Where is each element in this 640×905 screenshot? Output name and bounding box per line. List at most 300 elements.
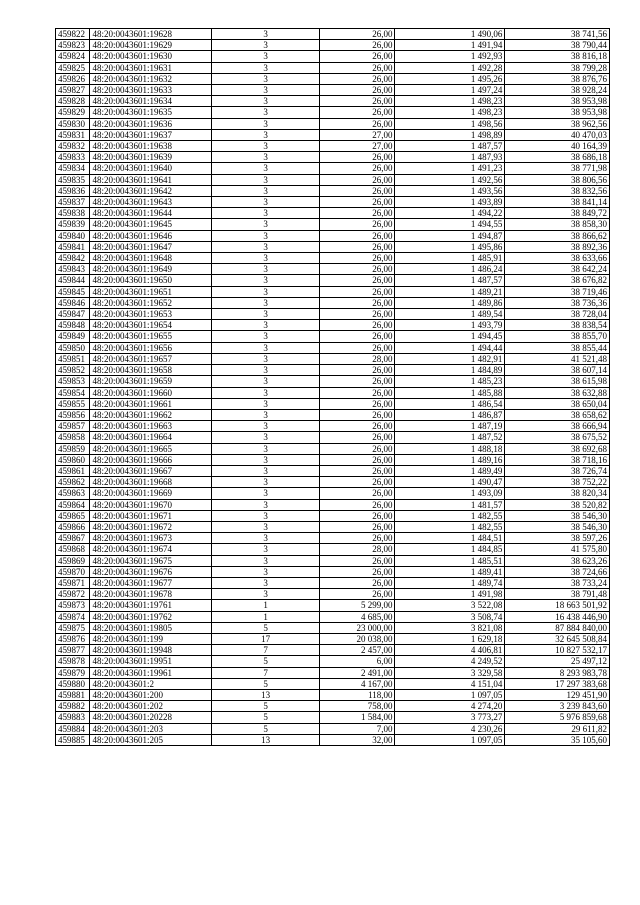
area-cell: 26,00	[320, 253, 395, 264]
cadastral-value-cell: 38 520,82	[505, 499, 610, 510]
cadastral-number-cell: 48:20:0043601:19961	[90, 667, 212, 678]
cadastral-number-cell: 48:20:0043601:19657	[90, 353, 212, 364]
cadastral-number-cell: 48:20:0043601:19639	[90, 152, 212, 163]
unit-value-cell: 1 486,87	[395, 409, 505, 420]
unit-value-cell: 4 249,52	[395, 656, 505, 667]
row-number-cell: 459853	[56, 376, 90, 387]
unit-value-cell: 1 487,93	[395, 152, 505, 163]
group-cell: 3	[212, 129, 320, 140]
cadastral-value-table	[55, 28, 610, 746]
row-number-cell: 459885	[56, 734, 90, 745]
group-cell: 3	[212, 533, 320, 544]
row-number-cell: 459846	[56, 297, 90, 308]
row-number-cell: 459867	[56, 533, 90, 544]
cadastral-value-cell: 40 470,03	[505, 129, 610, 140]
row-number-cell: 459881	[56, 689, 90, 700]
cadastral-number-cell: 48:20:0043601:19629	[90, 40, 212, 51]
row-number-cell: 459831	[56, 129, 90, 140]
group-cell: 5	[212, 701, 320, 712]
group-cell: 3	[212, 409, 320, 420]
row-number-cell: 459844	[56, 275, 90, 286]
table-row	[56, 320, 610, 331]
cadastral-value-cell: 29 611,82	[505, 723, 610, 734]
cadastral-number-cell: 48:20:0043601:19762	[90, 611, 212, 622]
cadastral-value-cell: 87 884 840,00	[505, 622, 610, 633]
table-row	[56, 275, 610, 286]
table-row	[56, 678, 610, 689]
cadastral-number-cell: 48:20:0043601:19656	[90, 342, 212, 353]
table-row	[56, 689, 610, 700]
cadastral-value-cell: 38 607,14	[505, 365, 610, 376]
area-cell: 26,00	[320, 152, 395, 163]
row-number-cell: 459843	[56, 264, 90, 275]
area-cell: 26,00	[320, 62, 395, 73]
table-row	[56, 185, 610, 196]
area-cell: 32,00	[320, 734, 395, 745]
row-number-cell: 459882	[56, 701, 90, 712]
group-cell: 13	[212, 734, 320, 745]
row-number-cell: 459856	[56, 409, 90, 420]
group-cell: 3	[212, 29, 320, 40]
table-row	[56, 432, 610, 443]
group-cell: 3	[212, 465, 320, 476]
cadastral-number-cell: 48:20:0043601:19637	[90, 129, 212, 140]
cadastral-number-cell: 48:20:0043601:19668	[90, 477, 212, 488]
table-body	[56, 29, 610, 746]
unit-value-cell: 3 329,58	[395, 667, 505, 678]
group-cell: 3	[212, 376, 320, 387]
group-cell: 3	[212, 589, 320, 600]
row-number-cell: 459876	[56, 633, 90, 644]
group-cell: 3	[212, 499, 320, 510]
table-row	[56, 577, 610, 588]
unit-value-cell: 1 489,54	[395, 309, 505, 320]
area-cell: 26,00	[320, 566, 395, 577]
table-row	[56, 353, 610, 364]
table-row	[56, 40, 610, 51]
cadastral-value-cell: 38 962,56	[505, 118, 610, 129]
row-number-cell: 459828	[56, 96, 90, 107]
cadastral-value-cell: 38 692,68	[505, 443, 610, 454]
cadastral-number-cell: 48:20:0043601:19672	[90, 521, 212, 532]
cadastral-number-cell: 48:20:0043601:19678	[90, 589, 212, 600]
unit-value-cell: 1 491,98	[395, 589, 505, 600]
unit-value-cell: 1 487,57	[395, 275, 505, 286]
table-row	[56, 633, 610, 644]
row-number-cell: 459849	[56, 331, 90, 342]
unit-value-cell: 1 491,23	[395, 163, 505, 174]
unit-value-cell: 4 406,81	[395, 645, 505, 656]
cadastral-number-cell: 48:20:0043601:205	[90, 734, 212, 745]
row-number-cell: 459847	[56, 309, 90, 320]
unit-value-cell: 1 491,94	[395, 40, 505, 51]
area-cell: 4 167,00	[320, 678, 395, 689]
row-number-cell: 459859	[56, 443, 90, 454]
table-row	[56, 118, 610, 129]
cadastral-value-cell: 38 650,04	[505, 398, 610, 409]
area-cell: 26,00	[320, 286, 395, 297]
area-cell: 26,00	[320, 297, 395, 308]
cadastral-number-cell: 48:20:0043601:19663	[90, 421, 212, 432]
unit-value-cell: 1 485,88	[395, 387, 505, 398]
table-row	[56, 297, 610, 308]
group-cell: 3	[212, 230, 320, 241]
area-cell: 758,00	[320, 701, 395, 712]
cadastral-number-cell: 48:20:0043601:19650	[90, 275, 212, 286]
cadastral-number-cell: 48:20:0043601:19645	[90, 219, 212, 230]
unit-value-cell: 1 484,51	[395, 533, 505, 544]
group-cell: 3	[212, 174, 320, 185]
cadastral-number-cell: 48:20:0043601:19630	[90, 51, 212, 62]
area-cell: 26,00	[320, 589, 395, 600]
row-number-cell: 459840	[56, 230, 90, 241]
unit-value-cell: 1 487,57	[395, 141, 505, 152]
group-cell: 3	[212, 163, 320, 174]
table-row	[56, 656, 610, 667]
area-cell: 7,00	[320, 723, 395, 734]
unit-value-cell: 1 493,79	[395, 320, 505, 331]
row-number-cell: 459875	[56, 622, 90, 633]
table-row	[56, 600, 610, 611]
unit-value-cell: 1 484,85	[395, 544, 505, 555]
group-cell: 3	[212, 118, 320, 129]
group-cell: 3	[212, 566, 320, 577]
cadastral-number-cell: 48:20:0043601:19651	[90, 286, 212, 297]
cadastral-number-cell: 48:20:0043601:19948	[90, 645, 212, 656]
group-cell: 1	[212, 611, 320, 622]
table-row	[56, 465, 610, 476]
row-number-cell: 459872	[56, 589, 90, 600]
group-cell: 7	[212, 667, 320, 678]
cadastral-value-cell: 38 799,28	[505, 62, 610, 73]
cadastral-number-cell: 48:20:0043601:19666	[90, 454, 212, 465]
cadastral-value-cell: 38 719,46	[505, 286, 610, 297]
row-number-cell: 459884	[56, 723, 90, 734]
area-cell: 26,00	[320, 197, 395, 208]
cadastral-number-cell: 48:20:0043601:19643	[90, 197, 212, 208]
cadastral-value-cell: 38 841,14	[505, 197, 610, 208]
cadastral-number-cell: 48:20:0043601:19652	[90, 297, 212, 308]
cadastral-value-cell: 38 928,24	[505, 85, 610, 96]
unit-value-cell: 1 493,09	[395, 488, 505, 499]
unit-value-cell: 1 490,47	[395, 477, 505, 488]
area-cell: 26,00	[320, 342, 395, 353]
cadastral-value-cell: 38 838,54	[505, 320, 610, 331]
area-cell: 27,00	[320, 129, 395, 140]
table-row	[56, 622, 610, 633]
table-row	[56, 219, 610, 230]
group-cell: 3	[212, 241, 320, 252]
unit-value-cell: 1 498,56	[395, 118, 505, 129]
row-number-cell: 459829	[56, 107, 90, 118]
cadastral-value-cell: 38 726,74	[505, 465, 610, 476]
cadastral-number-cell: 48:20:0043601:19671	[90, 510, 212, 521]
row-number-cell: 459864	[56, 499, 90, 510]
group-cell: 3	[212, 577, 320, 588]
cadastral-number-cell: 48:20:0043601:19676	[90, 566, 212, 577]
cadastral-value-cell: 38 791,48	[505, 589, 610, 600]
cadastral-number-cell: 48:20:0043601:19647	[90, 241, 212, 252]
area-cell: 26,00	[320, 443, 395, 454]
group-cell: 3	[212, 185, 320, 196]
cadastral-number-cell: 48:20:0043601:19674	[90, 544, 212, 555]
table-row	[56, 96, 610, 107]
group-cell: 3	[212, 309, 320, 320]
cadastral-number-cell: 48:20:0043601:19634	[90, 96, 212, 107]
table-row	[56, 208, 610, 219]
row-number-cell: 459874	[56, 611, 90, 622]
unit-value-cell: 1 498,23	[395, 107, 505, 118]
unit-value-cell: 1 493,56	[395, 185, 505, 196]
row-number-cell: 459852	[56, 365, 90, 376]
area-cell: 26,00	[320, 241, 395, 252]
row-number-cell: 459878	[56, 656, 90, 667]
row-number-cell: 459873	[56, 600, 90, 611]
area-cell: 23 000,00	[320, 622, 395, 633]
area-cell: 26,00	[320, 107, 395, 118]
row-number-cell: 459883	[56, 712, 90, 723]
table-row	[56, 85, 610, 96]
table-row	[56, 409, 610, 420]
table-row	[56, 309, 610, 320]
unit-value-cell: 1 487,19	[395, 421, 505, 432]
area-cell: 26,00	[320, 163, 395, 174]
cadastral-value-cell: 38 806,56	[505, 174, 610, 185]
table-row	[56, 589, 610, 600]
unit-value-cell: 1 498,89	[395, 129, 505, 140]
group-cell: 7	[212, 645, 320, 656]
cadastral-number-cell: 48:20:0043601:19655	[90, 331, 212, 342]
table-row	[56, 387, 610, 398]
cadastral-value-cell: 41 521,48	[505, 353, 610, 364]
unit-value-cell: 1 486,54	[395, 398, 505, 409]
cadastral-number-cell: 48:20:0043601:19667	[90, 465, 212, 476]
row-number-cell: 459851	[56, 353, 90, 364]
cadastral-number-cell: 48:20:0043601:19658	[90, 365, 212, 376]
row-number-cell: 459863	[56, 488, 90, 499]
table-row	[56, 701, 610, 712]
area-cell: 26,00	[320, 521, 395, 532]
cadastral-number-cell: 48:20:0043601:19646	[90, 230, 212, 241]
cadastral-value-cell: 38 658,62	[505, 409, 610, 420]
cadastral-value-cell: 38 876,76	[505, 73, 610, 84]
row-number-cell: 459839	[56, 219, 90, 230]
row-number-cell: 459832	[56, 141, 90, 152]
area-cell: 26,00	[320, 275, 395, 286]
row-number-cell: 459842	[56, 253, 90, 264]
table-row	[56, 611, 610, 622]
area-cell: 26,00	[320, 29, 395, 40]
cadastral-value-cell: 5 976 859,68	[505, 712, 610, 723]
area-cell: 26,00	[320, 555, 395, 566]
group-cell: 5	[212, 622, 320, 633]
table-row	[56, 141, 610, 152]
group-cell: 3	[212, 197, 320, 208]
table-row	[56, 264, 610, 275]
table-row	[56, 253, 610, 264]
area-cell: 26,00	[320, 118, 395, 129]
table-row	[56, 566, 610, 577]
area-cell: 26,00	[320, 398, 395, 409]
group-cell: 13	[212, 689, 320, 700]
unit-value-cell: 1 494,22	[395, 208, 505, 219]
cadastral-value-cell: 41 575,80	[505, 544, 610, 555]
unit-value-cell: 1 482,55	[395, 510, 505, 521]
cadastral-value-cell: 38 632,88	[505, 387, 610, 398]
area-cell: 26,00	[320, 40, 395, 51]
table-row	[56, 645, 610, 656]
unit-value-cell: 1 488,18	[395, 443, 505, 454]
cadastral-value-cell: 38 855,44	[505, 342, 610, 353]
row-number-cell: 459858	[56, 432, 90, 443]
row-number-cell: 459838	[56, 208, 90, 219]
unit-value-cell: 1 489,74	[395, 577, 505, 588]
area-cell: 26,00	[320, 96, 395, 107]
group-cell: 3	[212, 253, 320, 264]
cadastral-value-cell: 40 164,39	[505, 141, 610, 152]
unit-value-cell: 1 492,93	[395, 51, 505, 62]
unit-value-cell: 1 097,05	[395, 689, 505, 700]
cadastral-number-cell: 48:20:0043601:19636	[90, 118, 212, 129]
cadastral-number-cell: 48:20:0043601:19640	[90, 163, 212, 174]
table-row	[56, 398, 610, 409]
table-row	[56, 734, 610, 745]
area-cell: 26,00	[320, 488, 395, 499]
table-row	[56, 163, 610, 174]
area-cell: 26,00	[320, 533, 395, 544]
cadastral-number-cell: 48:20:0043601:203	[90, 723, 212, 734]
cadastral-number-cell: 48:20:0043601:19670	[90, 499, 212, 510]
row-number-cell: 459833	[56, 152, 90, 163]
cadastral-number-cell: 48:20:0043601:199	[90, 633, 212, 644]
area-cell: 26,00	[320, 230, 395, 241]
unit-value-cell: 1 482,91	[395, 353, 505, 364]
unit-value-cell: 1 486,24	[395, 264, 505, 275]
area-cell: 2 457,00	[320, 645, 395, 656]
cadastral-number-cell: 48:20:0043601:19660	[90, 387, 212, 398]
cadastral-value-cell: 10 827 532,17	[505, 645, 610, 656]
area-cell: 26,00	[320, 365, 395, 376]
area-cell: 26,00	[320, 185, 395, 196]
cadastral-value-cell: 32 645 508,84	[505, 633, 610, 644]
unit-value-cell: 1 481,57	[395, 499, 505, 510]
row-number-cell: 459848	[56, 320, 90, 331]
area-cell: 26,00	[320, 387, 395, 398]
cadastral-value-cell: 8 293 983,78	[505, 667, 610, 678]
cadastral-number-cell: 48:20:0043601:19644	[90, 208, 212, 219]
unit-value-cell: 1 494,45	[395, 331, 505, 342]
group-cell: 17	[212, 633, 320, 644]
area-cell: 26,00	[320, 409, 395, 420]
area-cell: 27,00	[320, 141, 395, 152]
unit-value-cell: 1 482,55	[395, 521, 505, 532]
cadastral-number-cell: 48:20:0043601:19649	[90, 264, 212, 275]
cadastral-value-cell: 38 953,98	[505, 96, 610, 107]
unit-value-cell: 3 773,27	[395, 712, 505, 723]
unit-value-cell: 1 485,51	[395, 555, 505, 566]
area-cell: 2 491,00	[320, 667, 395, 678]
cadastral-value-cell: 38 790,44	[505, 40, 610, 51]
group-cell: 3	[212, 398, 320, 409]
area-cell: 26,00	[320, 309, 395, 320]
table-row	[56, 477, 610, 488]
cadastral-value-cell: 16 438 446,90	[505, 611, 610, 622]
row-number-cell: 459880	[56, 678, 90, 689]
row-number-cell: 459827	[56, 85, 90, 96]
unit-value-cell: 1 493,89	[395, 197, 505, 208]
group-cell: 5	[212, 656, 320, 667]
unit-value-cell: 1 097,05	[395, 734, 505, 745]
cadastral-value-cell: 38 855,70	[505, 331, 610, 342]
table-row	[56, 667, 610, 678]
area-cell: 20 038,00	[320, 633, 395, 644]
group-cell: 3	[212, 454, 320, 465]
row-number-cell: 459866	[56, 521, 90, 532]
cadastral-number-cell: 48:20:0043601:19633	[90, 85, 212, 96]
cadastral-value-cell: 38 675,52	[505, 432, 610, 443]
row-number-cell: 459825	[56, 62, 90, 73]
cadastral-value-cell: 38 728,04	[505, 309, 610, 320]
group-cell: 1	[212, 600, 320, 611]
unit-value-cell: 1 485,91	[395, 253, 505, 264]
table-row	[56, 499, 610, 510]
cadastral-value-cell: 38 953,98	[505, 107, 610, 118]
unit-value-cell: 4 230,26	[395, 723, 505, 734]
area-cell: 26,00	[320, 454, 395, 465]
group-cell: 3	[212, 555, 320, 566]
unit-value-cell: 1 489,49	[395, 465, 505, 476]
group-cell: 3	[212, 353, 320, 364]
cadastral-number-cell: 48:20:0043601:200	[90, 689, 212, 700]
row-number-cell: 459879	[56, 667, 90, 678]
cadastral-value-cell: 3 239 843,60	[505, 701, 610, 712]
area-cell: 118,00	[320, 689, 395, 700]
unit-value-cell: 3 522,08	[395, 600, 505, 611]
area-cell: 26,00	[320, 331, 395, 342]
table-row	[56, 51, 610, 62]
table-row	[56, 342, 610, 353]
cadastral-value-cell: 38 733,24	[505, 577, 610, 588]
unit-value-cell: 3 821,08	[395, 622, 505, 633]
table-row	[56, 555, 610, 566]
cadastral-value-cell: 25 497,12	[505, 656, 610, 667]
unit-value-cell: 1 498,23	[395, 96, 505, 107]
area-cell: 6,00	[320, 656, 395, 667]
row-number-cell: 459869	[56, 555, 90, 566]
unit-value-cell: 1 492,56	[395, 174, 505, 185]
group-cell: 5	[212, 678, 320, 689]
row-number-cell: 459824	[56, 51, 90, 62]
cadastral-value-cell: 38 849,72	[505, 208, 610, 219]
group-cell: 3	[212, 51, 320, 62]
unit-value-cell: 1 490,06	[395, 29, 505, 40]
row-number-cell: 459822	[56, 29, 90, 40]
row-number-cell: 459850	[56, 342, 90, 353]
cadastral-value-cell: 38 615,98	[505, 376, 610, 387]
group-cell: 3	[212, 141, 320, 152]
cadastral-value-cell: 18 663 501,92	[505, 600, 610, 611]
area-cell: 26,00	[320, 432, 395, 443]
unit-value-cell: 1 487,52	[395, 432, 505, 443]
cadastral-number-cell: 48:20:0043601:2	[90, 678, 212, 689]
unit-value-cell: 1 497,24	[395, 85, 505, 96]
group-cell: 3	[212, 365, 320, 376]
group-cell: 3	[212, 40, 320, 51]
unit-value-cell: 1 494,87	[395, 230, 505, 241]
cadastral-value-cell: 38 546,30	[505, 521, 610, 532]
cadastral-number-cell: 48:20:0043601:19638	[90, 141, 212, 152]
cadastral-number-cell: 48:20:0043601:19653	[90, 309, 212, 320]
